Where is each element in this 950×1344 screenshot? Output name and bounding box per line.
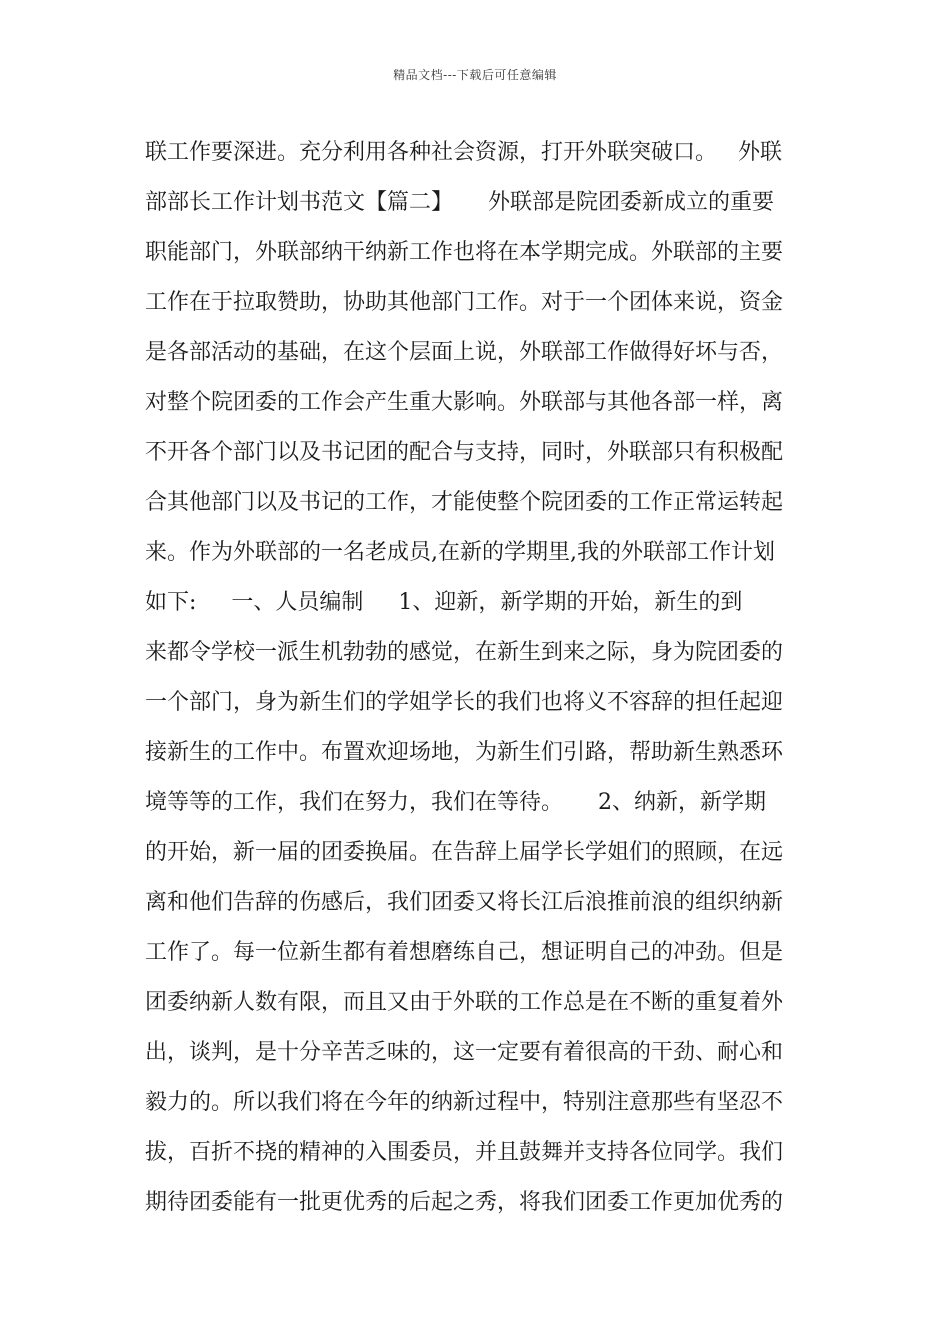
text-line: 接新生的工作中。布置欢迎场地，为新生们引路，帮助新生熟悉环 [145,740,784,765]
text-line: 一个部门，身为新生们的学姐学长的我们也将义不容辞的担任起迎 [145,690,784,715]
text-line: 毅力的。所以我们将在今年的纳新过程中，特别注意那些有坚忍不 [145,1090,784,1115]
text-line: 工作了。每一位新生都有着想磨练自己，想证明自己的冲劲。但是 [145,940,784,965]
text-line: 境等等的工作，我们在努力，我们在等待。 2、纳新，新学期 [145,790,766,815]
text-line: 的开始，新一届的团委换届。在告辞上届学长学姐们的照顾，在远 [145,840,784,865]
page-header: 精品文档---下载后可任意编辑 [393,68,557,82]
text-line: 是各部活动的基础，在这个层面上说，外联部工作做得好坏与否， [145,340,784,365]
text-line: 拔，百折不挠的精神的入围委员，并且鼓舞并支持各位同学。我们 [145,1140,784,1165]
text-line: 来。作为外联部的一名老成员,在新的学期里,我的外联部工作计划 [145,540,775,565]
text-line: 对整个院团委的工作会产生重大影响。外联部与其他各部一样，离 [145,390,784,415]
text-line: 来都令学校一派生机勃勃的感觉，在新生到来之际，身为院团委的 [145,640,784,665]
text-line: 部部长工作计划书范文【篇二】 外联部是院团委新成立的重要 [145,190,774,215]
text-line: 如下: 一、人员编制 1、迎新，新学期的开始，新生的到 [145,590,743,615]
text-line: 团委纳新人数有限，而且又由于外联的工作总是在不断的重复着外 [145,990,784,1015]
text-line: 离和他们告辞的伤感后，我们团委又将长江后浪推前浪的组织纳新 [145,890,784,915]
text-line: 期待团委能有一批更优秀的后起之秀，将我们团委工作更加优秀的 [145,1190,784,1215]
text-line: 工作在于拉取赞助，协助其他部门工作。对于一个团体来说，资金 [145,290,784,315]
text-line: 不开各个部门以及书记团的配合与支持，同时，外联部只有积极配 [145,440,784,465]
text-line: 合其他部门以及书记的工作，才能使整个院团委的工作正常运转起 [145,490,784,515]
text-line: 出，谈判，是十分辛苦乏味的，这一定要有着很高的干劲、耐心和 [145,1040,784,1065]
text-line: 职能部门，外联部纳干纳新工作也将在本学期完成。外联部的主要 [145,240,784,265]
document-body [145,128,809,1228]
text-line: 联工作要深进。充分利用各种社会资源，打开外联突破口。 外联 [145,140,782,165]
